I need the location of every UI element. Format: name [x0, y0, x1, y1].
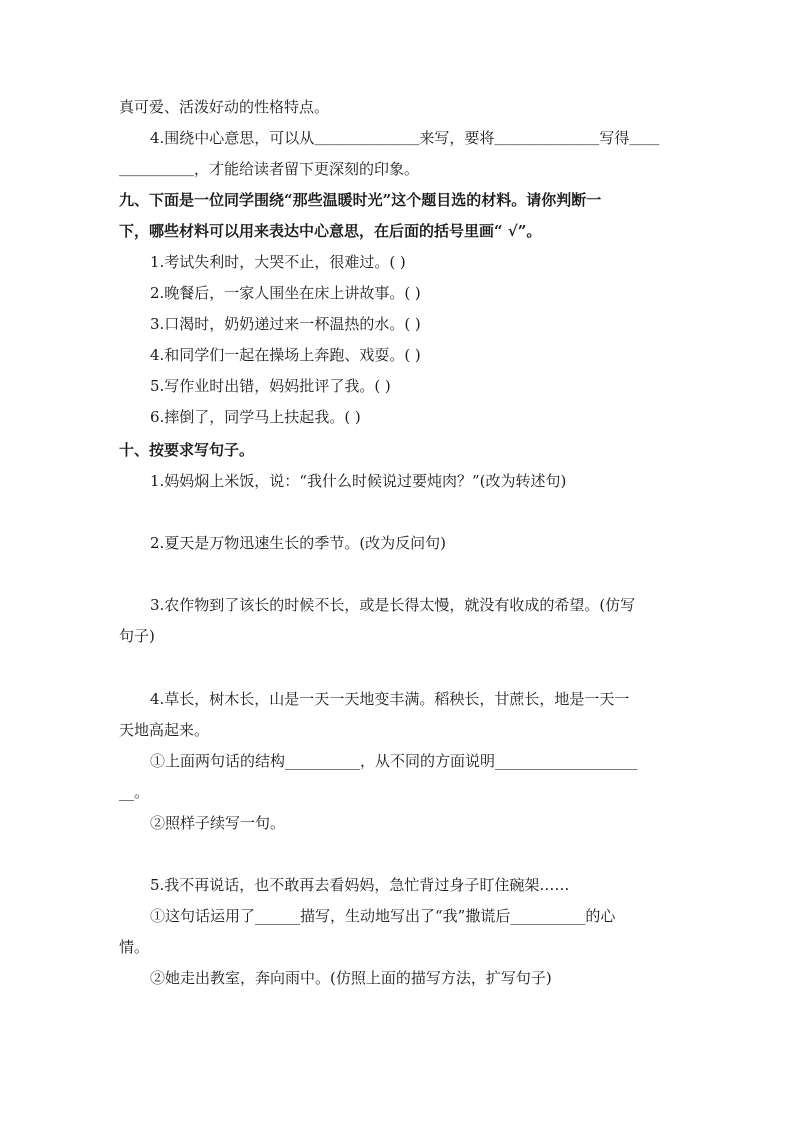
text-line-character-traits: 真可爱、活泼好动的性格特点。 — [119, 98, 330, 116]
section-10-question-5-sub-1-line-2: 情。 — [119, 938, 150, 956]
section-9-item-6: 6.摔倒了，同学马上扶起我。( ) — [150, 408, 361, 426]
section-9-item-3: 3.口渴时，奶奶递过来一杯温热的水。( ) — [150, 315, 421, 333]
section-10-question-5-sub-1-line-1: ①这句话运用了______描写，生动地写出了“我”撒谎后__________的心 — [150, 907, 616, 925]
section-9-item-1: 1.考试失利时，大哭不止，很难过。( ) — [150, 253, 406, 271]
section-10-question-3-line-1: 3.农作物到了该长的时候不长，或是长得太慢，就没有收成的希望。(仿写 — [150, 596, 636, 614]
section-9-item-2: 2.晚餐后，一家人围坐在床上讲故事。( ) — [150, 284, 421, 302]
section-10-question-3-line-2: 句子) — [119, 627, 155, 645]
section-9-heading-line-1: 九、下面是一位同学围绕“那些温暖时光”这个题目选的材料。请你判断一 — [119, 191, 602, 209]
section-9-item-5: 5.写作业时出错，妈妈批评了我。( ) — [150, 377, 391, 395]
section-10-question-1: 1.妈妈焖上米饭，说：“我什么时候说过要炖肉？”(改为转述句) — [150, 472, 567, 490]
section-10-heading: 十、按要求写句子。 — [119, 441, 255, 459]
question-8-4-line-2: ＿＿＿＿＿，才能给读者留下更深刻的印象。 — [119, 160, 420, 178]
section-10-question-4-sub-1-line-2: __。 — [119, 783, 150, 801]
section-10-question-4-sub-1-line-1: ①上面两句话的结构__________，从不同的方面说明___________________ — [150, 752, 638, 770]
section-10-question-4-line-2: 天地高起来。 — [119, 721, 210, 739]
section-9-item-4: 4.和同学们一起在操场上奔跑、戏耍。( ) — [150, 346, 421, 364]
question-8-4-line-1: 4.围绕中心意思，可以从＿＿＿＿＿＿＿来写，要将＿＿＿＿＿＿＿写得＿＿ — [150, 129, 660, 147]
section-10-question-5-sub-2: ②她走出教室，奔向雨中。(仿照上面的描写方法，扩写句子) — [150, 969, 552, 987]
section-10-question-5: 5.我不再说话，也不敢再去看妈妈，急忙背过身子盯住碗架…… — [150, 876, 570, 894]
section-10-question-4-line-1: 4.草长，树木长，山是一天一天地变丰满。稻秧长，甘蔗长，地是一天一 — [150, 690, 630, 708]
section-9-heading-line-2: 下，哪些材料可以用来表达中心意思，在后面的括号里画“ √”。 — [119, 222, 542, 240]
section-10-question-4-sub-2: ②照样子续写一句。 — [150, 814, 286, 832]
section-10-question-2: 2.夏天是万物迅速生长的季节。(改为反问句) — [150, 534, 447, 552]
